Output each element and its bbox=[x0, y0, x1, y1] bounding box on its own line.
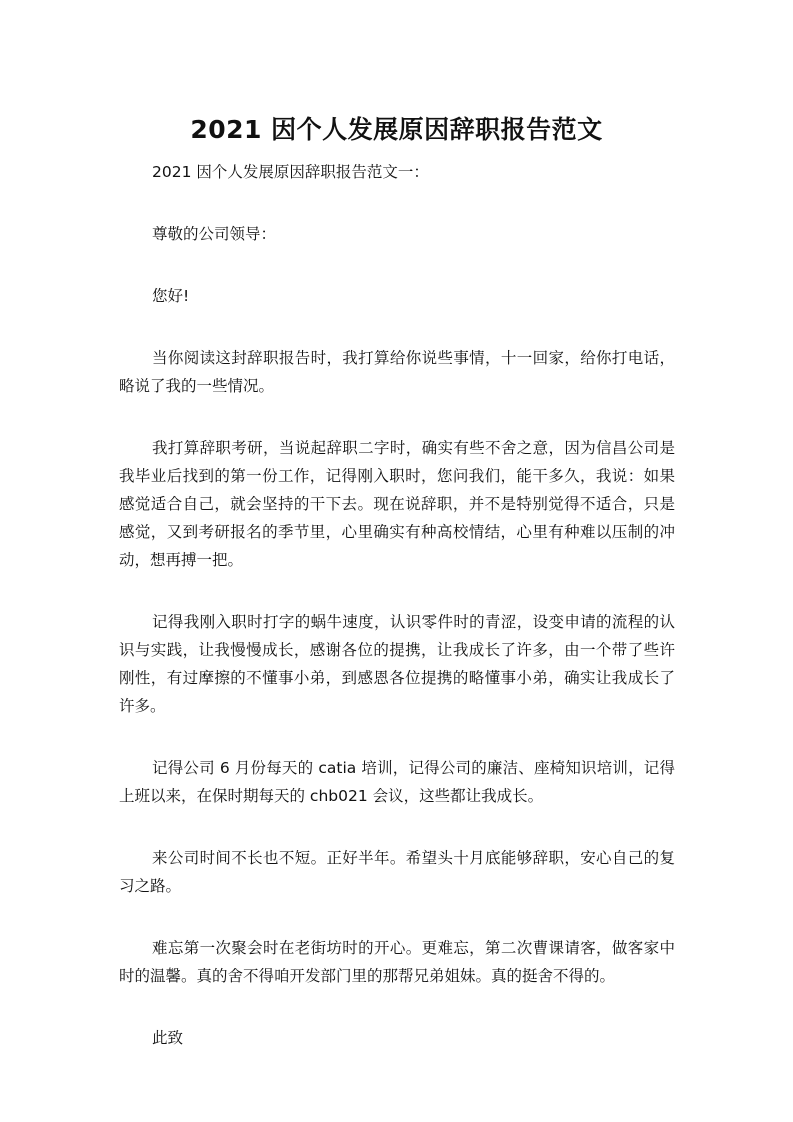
paragraph-body: 我打算辞职考研，当说起辞职二字时，确实有些不舍之意，因为信昌公司是我毕业后找到的第一份工作，记得刚入职时，您问我们，能干多久，我说：如果感觉适合自己，就会坚持的干下去。现在说辞职，并不是特别觉得不适合，只是感觉，又到考研报名的季节里，心里确实有种高校情结，心里有种难以压制的冲动，想再搏一把。 bbox=[119, 439, 675, 569]
paragraph-body: 当你阅读这封辞职报告时，我打算给你说些事情，十一回家，给你打电话，略说了我的一些情况。 bbox=[119, 349, 675, 395]
paragraph-body: 来公司时间不长也不短。正好半年。希望头十月底能够辞职，安心自己的复习之路。 bbox=[119, 849, 675, 895]
paragraph-body: 记得公司 6 月份每天的 catia 培训，记得公司的廉洁、座椅知识培训，记得上班以来，在保时期每天的 chb021 会议，这些都让我成长。 bbox=[119, 759, 675, 805]
paragraph-body: 记得我刚入职时打字的蜗牛速度，认识零件时的青涩，设变申请的流程的认识与实践，让我慢慢成长，感谢各位的提携，让我成长了许多，由一个带了些许刚性，有过摩擦的不懂事小弟，到感恩各位提携的略懂事小弟，确实让我成长了许多。 bbox=[119, 613, 675, 715]
paragraph-closing: 此致 bbox=[152, 1029, 184, 1047]
paragraph-salutation: 尊敬的公司领导： bbox=[152, 225, 277, 243]
paragraph-body: 难忘第一次聚会时在老街坊时的开心。更难忘，第二次曹课请客，做客家中时的温馨。真的舍不得咱开发部门里的那帮兄弟姐妹。真的挺舍不得的。 bbox=[119, 939, 675, 985]
paragraph-subtitle: 2021 因个人发展原因辞职报告范文一： bbox=[152, 163, 429, 181]
paragraph-greeting: 您好! bbox=[152, 287, 190, 305]
document-title: 2021 因个人发展原因辞职报告范文 bbox=[190, 115, 603, 144]
document-body bbox=[119, 158, 675, 1086]
